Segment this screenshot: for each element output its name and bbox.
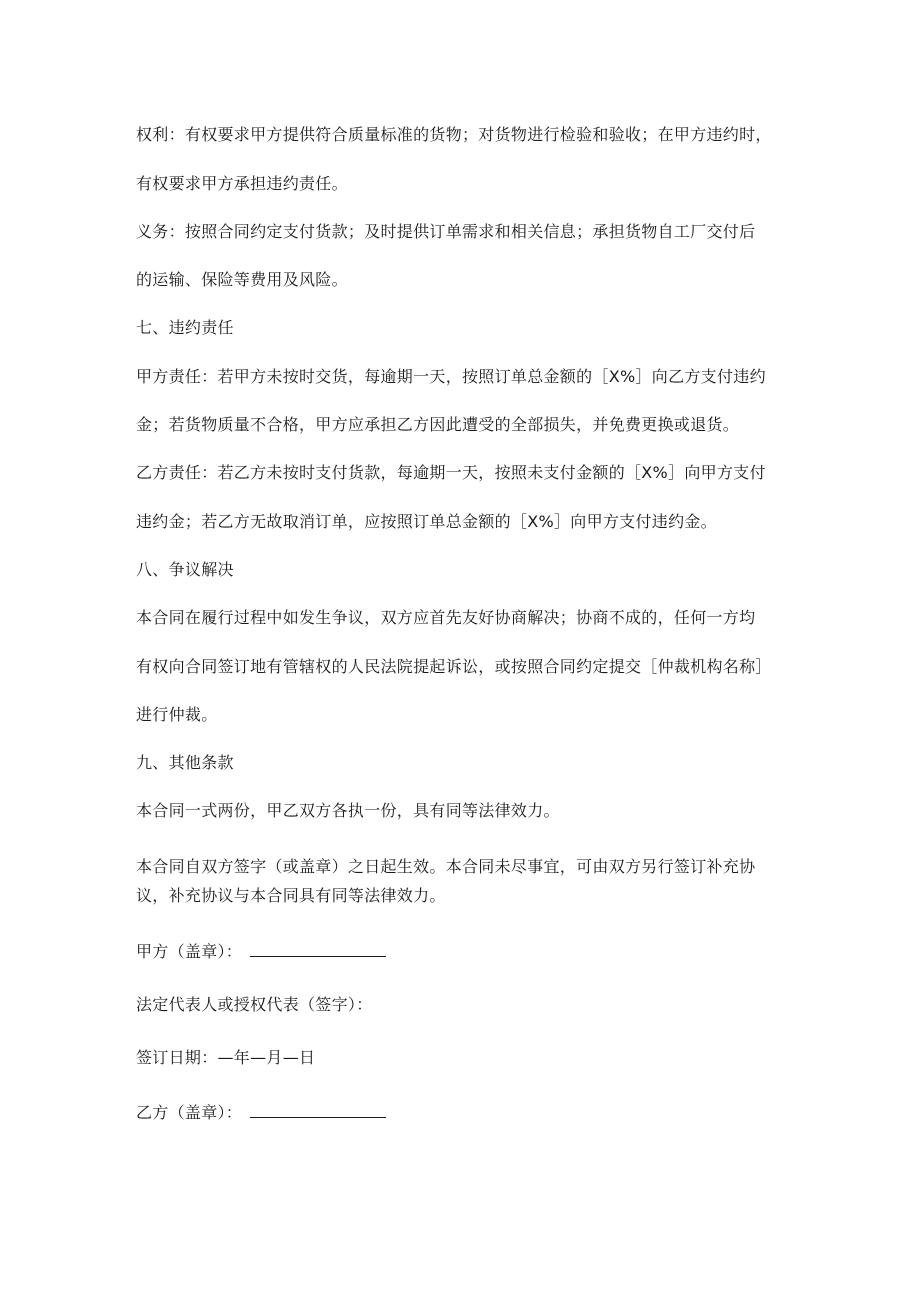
party-a-liability-line-1: 甲方责任：若甲方未按时交货，每逾期一天，按照订单总金额的［X%］向乙方支付违约 <box>136 367 766 386</box>
representative-signature-label: 法定代表人或授权代表（签字）： <box>136 995 373 1014</box>
party-b-seal-row <box>136 1103 796 1123</box>
party-a-liability-line-2: 金；若货物质量不合格，甲方应承担乙方因此遭受的全部损失，并免费更换或退货。 <box>136 415 740 434</box>
section-8-heading: 八、争议解决 <box>136 560 234 579</box>
rights-line-1: 权利：有权要求甲方提供符合质量标准的货物；对货物进行检验和验收；在甲方违约时， <box>136 125 772 144</box>
section-7-heading: 七、违约责任 <box>136 318 234 337</box>
dispute-line-1: 本合同在履行过程中如发生争议，双方应首先友好协商解决；协商不成的，任何一方均 <box>136 608 756 627</box>
party-a-seal-blank[interactable] <box>250 942 386 957</box>
sign-date-label: 签订日期：—年—月—日 <box>136 1048 316 1067</box>
party-a-seal-label: 甲方（盖章）： <box>136 942 243 961</box>
dispute-line-2: 有权向合同签订地有管辖权的人民法院提起诉讼，或按照合同约定提交［仲裁机构名称］ <box>136 657 772 676</box>
effective-clause-line-1: 本合同自双方签字（或盖章）之日起生效。本合同未尽事宜，可由双方另行签订补充协 <box>136 857 756 876</box>
party-b-liability-line-1: 乙方责任：若乙方未按时支付货款，每逾期一天，按照未支付金额的［X%］向甲方支付 <box>136 463 766 482</box>
party-b-seal-blank[interactable] <box>250 1103 386 1118</box>
party-b-liability-line-2: 违约金；若乙方无故取消订单，应按照订单总金额的［X%］向甲方支付违约金。 <box>136 512 717 531</box>
effective-clause-line-2: 议，补充协议与本合同具有同等法律效力。 <box>136 886 446 905</box>
duties-line-2: 的运输、保险等费用及风险。 <box>136 270 348 289</box>
party-b-seal-label: 乙方（盖章）： <box>136 1103 243 1122</box>
duties-line-1: 义务：按照合同约定支付货款；及时提供订单需求和相关信息；承担货物自工厂交付后 <box>136 222 756 241</box>
party-a-seal-row <box>136 942 796 962</box>
dispute-line-3: 进行仲裁。 <box>136 705 218 724</box>
section-9-heading: 九、其他条款 <box>136 753 234 772</box>
rights-line-2: 有权要求甲方承担违约责任。 <box>136 174 348 193</box>
copies-clause: 本合同一式两份，甲乙双方各执一份，具有同等法律效力。 <box>136 801 560 820</box>
